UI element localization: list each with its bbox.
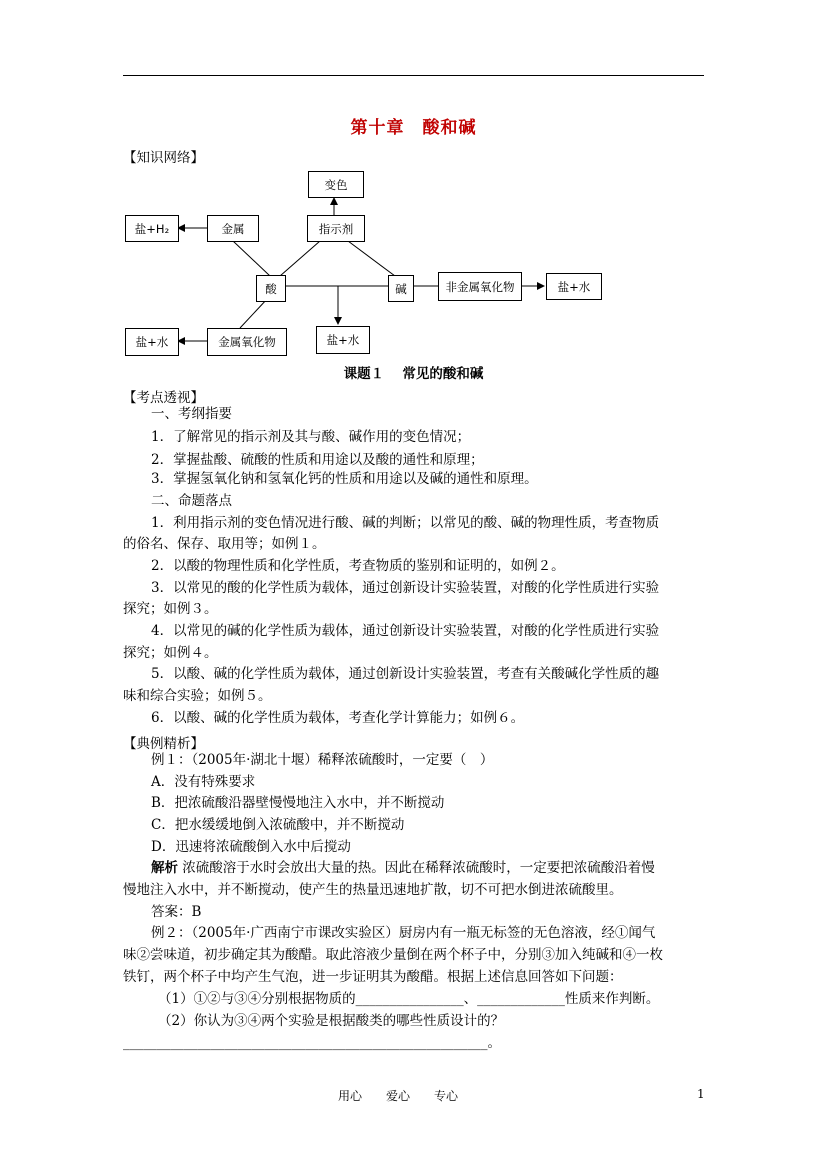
header-rule — [123, 75, 704, 76]
text-line: 的俗名、保存、取用等；如例１。 — [123, 536, 326, 552]
node-acid: 酸 — [256, 275, 286, 302]
example-2-stem-cont: 味②尝味道，初步确定其为酸醋。取此溶液少量倒在两个杯子中，分别③加入纯碱和④一枚 — [123, 947, 663, 963]
example-1-analysis — [151, 857, 734, 880]
text-line: 2．掌握盐酸、硫酸的性质和用途以及酸的通性和原理； — [151, 452, 484, 468]
example-2-stem-cont: 铁钉，两个杯子中均产生气泡，进一步证明其为酸醋。根据上述信息回答如下问题： — [123, 969, 623, 985]
node-metal-oxide: 金属氧化物 — [207, 328, 287, 356]
example-2-question-1: （1）①②与③④分别根据物质的________________、_____________性质来作判断。 — [158, 991, 660, 1007]
kaodian-heading: 【考点透视】 — [123, 390, 204, 406]
example-1-analysis-cont: 慢地注入水中，并不断搅动，使产生的热量迅速地扩散，切不可把水倒进浓硫酸里。 — [123, 882, 623, 898]
node-salt-h2: 盐+H₂ — [125, 215, 179, 242]
example-1-option-c: C．把水缓缓地倒入浓硫酸中，并不断搅动 — [151, 817, 405, 833]
text-line: 一、考纲指要 — [151, 406, 232, 422]
node-metal: 金属 — [207, 215, 259, 242]
text-line: 1．利用指示剂的变色情况进行酸、碱的判断；以常见的酸、碱的物理性质，考查物质 — [151, 515, 660, 531]
text-line: 探究；如例３。 — [123, 601, 218, 617]
example-1-stem: 例１：（2005年·湖北十堰）稀释浓硫酸时，一定要（ ） — [151, 752, 494, 768]
example-1-option-b: B．把浓硫酸沿器壁慢慢地注入水中，并不断搅动 — [151, 795, 445, 811]
text-line: 味和综合实验；如例５。 — [123, 688, 272, 704]
footer-slogan: 用心 爱心 专心 — [338, 1089, 459, 1103]
node-base: 碱 — [388, 275, 414, 302]
example-2-stem: 例２：（2005年·广西南宁市课改实验区）厨房内有一瓶无标签的无色溶液，经①闻气 — [151, 925, 656, 941]
node-nonmetal-oxide: 非金属氧化物 — [438, 272, 522, 301]
node-salt-water-center: 盐+水 — [316, 326, 370, 354]
node-salt-water-right: 盐+水 — [546, 273, 602, 300]
text-line: 2．以酸的物理性质和化学性质，考查物质的鉴别和证明的，如例２。 — [151, 558, 565, 574]
analysis-text: 浓硫酸溶于水时会放出大量的热。因此在稀释浓硫酸时，一定要把浓硫酸沿着慢 — [178, 860, 655, 876]
example-1-option-a: A．没有特殊要求 — [151, 774, 256, 790]
text-line: 3．以常见的酸的化学性质为载体，通过创新设计实验装置，对酸的化学性质进行实验 — [151, 580, 660, 596]
text-line: 5．以酸、碱的化学性质为载体，通过创新设计实验装置，考查有关酸碱化学性质的趣 — [151, 666, 660, 682]
text-line: 1．了解常见的指示剂及其与酸、碱作用的变色情况； — [151, 429, 471, 445]
example-1-option-d: D．迅速将浓硫酸倒入水中后搅动 — [151, 839, 351, 855]
text-line: 探究；如例４。 — [123, 645, 218, 661]
network-heading: 【知识网络】 — [123, 150, 204, 166]
example-1-answer: 答案：B — [151, 904, 202, 920]
page-number: 1 — [697, 1087, 705, 1101]
example-2-question-2: （2）你认为③④两个实验是根据酸类的哪些性质设计的？ — [158, 1013, 505, 1029]
node-color-change: 变色 — [308, 171, 364, 198]
text-line: 3．掌握氢氧化钠和氢氧化钙的性质和用途以及碱的通性和原理。 — [151, 471, 538, 487]
page-title: 第十章 酸和碱 — [350, 118, 477, 138]
node-indicator: 指示剂 — [307, 215, 365, 242]
dianli-heading: 【典例精析】 — [123, 736, 204, 752]
text-line: 二、命题落点 — [151, 493, 232, 509]
lesson-title: 课题１ 常见的酸和碱 — [343, 366, 484, 382]
node-salt-water-left: 盐+水 — [125, 328, 179, 356]
text-line: 6．以酸、碱的化学性质为载体，考查化学计算能力；如例６。 — [151, 710, 525, 726]
text-line: 4．以常见的碱的化学性质为载体，通过创新设计实验装置，对酸的化学性质进行实验 — [151, 623, 660, 639]
analysis-label: 解析 — [151, 860, 178, 876]
example-2-answer-blank: ______________________________________________________。 — [123, 1035, 501, 1051]
